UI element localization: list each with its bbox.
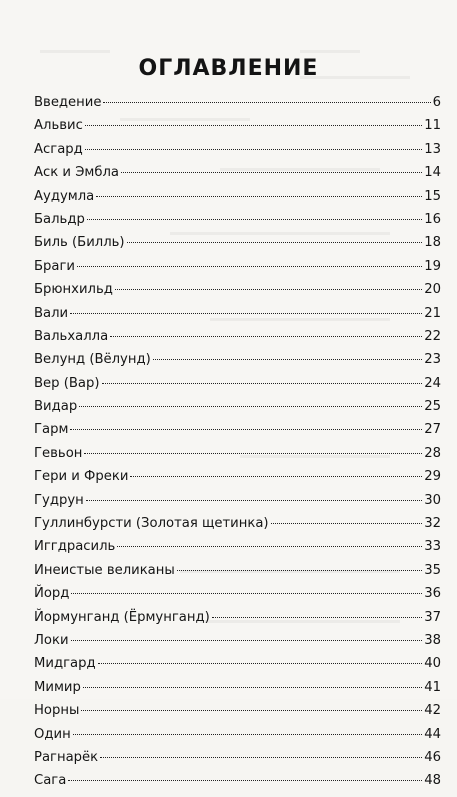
toc-entry-page-number: 23 [424, 352, 441, 368]
dot-leader [83, 687, 422, 688]
toc-entry-page-number: 29 [424, 469, 441, 485]
toc-entry-page-number: 19 [424, 258, 441, 274]
toc-entry [34, 703, 441, 726]
dot-leader [121, 172, 422, 173]
page-title: ОГЛАВЛЕНИЕ [138, 56, 319, 81]
dot-leader [87, 219, 422, 220]
toc-entry [34, 399, 441, 422]
toc-entry [34, 235, 441, 258]
toc-entry [34, 539, 441, 562]
dot-leader [98, 663, 423, 664]
toc-entry-label: Аудумла [34, 188, 95, 204]
toc-entry-page-number: 11 [424, 118, 441, 134]
toc-entry-page-number: 38 [424, 632, 441, 648]
toc-entry-page-number: 6 [432, 95, 441, 110]
toc-entry-page-number: 21 [424, 305, 441, 321]
toc-entry [34, 750, 441, 773]
toc-entry-label: Брюнхильд [34, 282, 113, 298]
dot-leader [71, 593, 422, 594]
toc-entry-page-number: 41 [424, 679, 441, 695]
dot-leader [85, 125, 422, 126]
toc-entry-page-number: 30 [424, 492, 441, 508]
toc-entry-page-number: 14 [424, 165, 441, 181]
dot-leader [86, 500, 422, 501]
dot-leader [71, 640, 423, 641]
toc-entry [34, 680, 441, 703]
toc-entry-label: Рагнарёк [34, 749, 99, 765]
toc-entry-label: Браги [34, 258, 75, 274]
toc-entry [34, 306, 441, 329]
toc-entry [34, 516, 441, 539]
toc-entry-label: Вер (Вар) [34, 375, 100, 391]
toc-entry [34, 422, 441, 445]
toc-entry-label: Мидгард [34, 656, 96, 672]
toc-entry-label: Гери и Фреки [34, 469, 129, 485]
dot-leader [100, 757, 422, 758]
dot-leader [102, 383, 423, 384]
toc-entry-label: Гевьон [34, 445, 83, 461]
toc-entry-page-number: 27 [424, 422, 441, 438]
toc-entry [34, 259, 441, 282]
dot-leader [84, 453, 422, 454]
toc-entry [34, 586, 441, 609]
toc-entry-page-number: 48 [424, 773, 441, 789]
toc-entry-page-number: 46 [424, 749, 441, 765]
dot-leader [110, 336, 422, 337]
toc-entry-page-number: 33 [424, 539, 441, 555]
dot-leader [271, 523, 423, 524]
toc-entry-label: Введение [34, 95, 102, 110]
dot-leader [68, 780, 422, 781]
toc-entry-label: Один [34, 726, 71, 742]
toc-entry [34, 212, 441, 235]
toc-entry-page-number: 42 [424, 703, 441, 719]
toc-entry [34, 469, 441, 492]
toc-entry-page-number: 24 [424, 375, 441, 391]
toc-entry-label: Сага [34, 773, 67, 789]
toc-entry [34, 189, 441, 212]
dot-leader [70, 313, 422, 314]
toc-entry [34, 282, 441, 305]
toc-entry [34, 329, 441, 352]
toc-entry-label: Иггдрасиль [34, 539, 116, 555]
dot-leader [115, 289, 422, 290]
toc-entry [34, 610, 441, 633]
dot-leader [70, 429, 422, 430]
toc-entry [34, 563, 441, 586]
toc-entry-label: Гуллинбурсти (Золотая щетинка) [34, 516, 269, 532]
dot-leader [96, 196, 422, 197]
toc-entry-label: Гарм [34, 422, 69, 438]
toc-entry-label: Бальдр [34, 211, 85, 227]
dot-leader [81, 710, 422, 711]
toc-entry-label: Альвис [34, 118, 83, 134]
toc-entry-page-number: 13 [424, 141, 441, 157]
dot-leader [85, 149, 422, 150]
dot-leader [103, 102, 430, 103]
toc-entry-label: Вальхалла [34, 328, 109, 344]
toc-entry-label: Вали [34, 305, 69, 321]
toc-entry [34, 352, 441, 375]
toc-entry-page-number: 36 [424, 586, 441, 602]
toc-entry [34, 727, 441, 750]
toc-entry-page-number: 25 [424, 399, 441, 415]
toc-entry [34, 165, 441, 188]
toc-entry-page-number: 16 [424, 211, 441, 227]
dot-leader [79, 406, 422, 407]
toc-entry-page-number: 37 [424, 609, 441, 625]
toc-entry [34, 142, 441, 165]
toc-entry-label: Биль (Билль) [34, 235, 125, 251]
toc-entry [34, 118, 441, 141]
toc-entry-page-number: 20 [424, 282, 441, 298]
dot-leader [77, 266, 422, 267]
toc-entry-label: Аск и Эмбла [34, 165, 119, 181]
toc-entry-label: Инеистые великаны [34, 562, 175, 578]
table-of-contents [34, 95, 441, 797]
toc-entry [34, 493, 441, 516]
dot-leader [73, 734, 423, 735]
toc-entry-page-number: 28 [424, 445, 441, 461]
toc-entry-label: Локи [34, 632, 69, 648]
toc-entry-page-number: 32 [424, 516, 441, 532]
toc-entry-page-number: 44 [424, 726, 441, 742]
toc-entry-label: Видар [34, 399, 78, 415]
toc-entry-page-number: 35 [424, 562, 441, 578]
toc-entry-label: Велунд (Вёлунд) [34, 352, 151, 368]
toc-entry-page-number: 15 [424, 188, 441, 204]
toc-entry [34, 376, 441, 399]
dot-leader [153, 359, 422, 360]
dot-leader [127, 242, 423, 243]
toc-entry-page-number: 40 [424, 656, 441, 672]
dot-leader [177, 570, 422, 571]
toc-entry-label: Асгард [34, 141, 83, 157]
toc-entry-label: Гудрун [34, 492, 84, 508]
dot-leader [130, 476, 422, 477]
toc-entry-label: Мимир [34, 679, 81, 695]
toc-entry [34, 656, 441, 679]
toc-entry-label: Норны [34, 703, 80, 719]
toc-entry [34, 95, 441, 118]
dot-leader [212, 617, 422, 618]
toc-entry-page-number: 18 [424, 235, 441, 251]
toc-entry [34, 773, 441, 796]
dot-leader [117, 546, 422, 547]
toc-entry [34, 633, 441, 656]
toc-entry-label: Йорд [34, 586, 70, 602]
toc-entry-page-number: 22 [424, 328, 441, 344]
toc-entry-label: Йормунганд (Ёрмунганд) [34, 609, 210, 625]
toc-entry [34, 446, 441, 469]
